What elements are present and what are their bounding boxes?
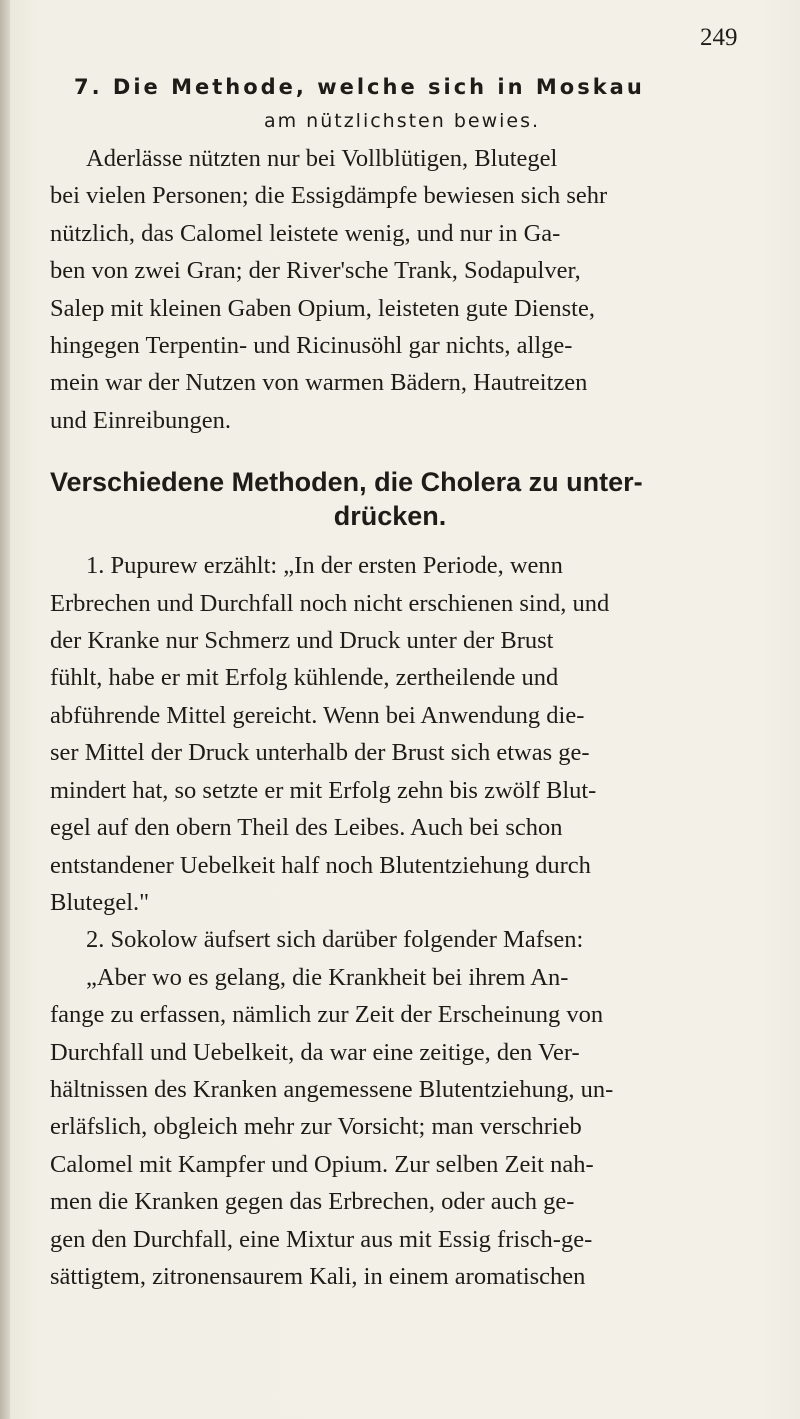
paragraph-2 (50, 921, 730, 1295)
text-line: gen den Durchfall, eine Mixtur aus mit Essig frisch-ge- (50, 1225, 593, 1253)
section-7-body (50, 140, 730, 439)
section-7-heading-line2: am nützlichsten bewies. (263, 110, 541, 132)
section-7-heading-line1: 7. Die Methode, welche sich in Moskau (74, 75, 645, 99)
text-line: Blutegel." (50, 888, 150, 916)
text-line: men die Kranken gegen das Erbrechen, oder auch ge- (50, 1188, 575, 1216)
text-line: mindert hat, so setzte er mit Erfolg zehn bis zwölf Blut- (50, 776, 597, 804)
text-line: Durchfall und Uebelkeit, da war eine zeitige, den Ver- (50, 1038, 580, 1066)
text-line: abführende Mittel gereicht. Wenn bei Anwendung die- (50, 701, 585, 729)
text-line: fühlt, habe er mit Erfolg kühlende, zertheilende und (50, 664, 559, 692)
text-line: ser Mittel der Druck unterhalb der Brust sich etwas ge- (50, 739, 590, 767)
text-line: und Einreibungen. (50, 406, 231, 434)
page-binding-shadow (0, 0, 10, 1419)
paragraph-1 (50, 547, 730, 921)
section-7-heading (50, 70, 730, 138)
page-number: 249 (700, 24, 738, 51)
text-line: Erbrechen und Durchfall noch nicht erschienen sind, und (50, 589, 610, 617)
main-heading-line1: Verschiedene Methoden, die Cholera zu unter- (50, 467, 643, 498)
text-line: sättigtem, zitronensaurem Kali, in einem aromatischen (50, 1262, 586, 1290)
text-line: der Kranke nur Schmerz und Druck unter der Brust (50, 627, 554, 655)
text-line: Calomel mit Kampfer und Opium. Zur selben Zeit nah- (50, 1150, 594, 1178)
text-line: hingegen Terpentin- und Ricinusöhl gar nichts, allge- (50, 332, 573, 360)
text-line: Salep mit kleinen Gaben Opium, leisteten gute Dienste, (50, 294, 595, 322)
text-line: entstandener Uebelkeit half noch Blutentziehung durch (50, 851, 591, 879)
text-line: „Aber wo es gelang, die Krankheit bei ihrem An- (86, 963, 569, 991)
main-heading-line2: drücken. (333, 501, 447, 532)
text-line: bei vielen Personen; die Essigdämpfe bewiesen sich sehr (50, 182, 608, 210)
text-line: ben von zwei Gran; der River'sche Trank, Sodapulver, (50, 257, 581, 285)
text-line: nützlich, das Calomel leistete wenig, und nur in Ga- (50, 219, 561, 247)
text-line: hältnissen des Kranken angemessene Blutentziehung, un- (50, 1075, 614, 1103)
text-line: erläfslich, obgleich mehr zur Vorsicht; man verschrieb (50, 1113, 582, 1141)
text-line: egel auf den obern Theil des Leibes. Auch bei schon (50, 814, 563, 842)
text-line: fange zu erfassen, nämlich zur Zeit der Erscheinung von (50, 1001, 604, 1029)
text-line: 1. Pupurew erzählt: „In der ersten Periode, wenn (86, 552, 563, 580)
text-line: 2. Sokolow äufsert sich darüber folgender Mafsen: (86, 926, 584, 954)
text-line: mein war der Nutzen von warmen Bädern, Hautreitzen (50, 369, 588, 397)
text-block (50, 70, 730, 1295)
text-line: Aderlässe nützten nur bei Vollblütigen, Blutegel (86, 145, 558, 172)
